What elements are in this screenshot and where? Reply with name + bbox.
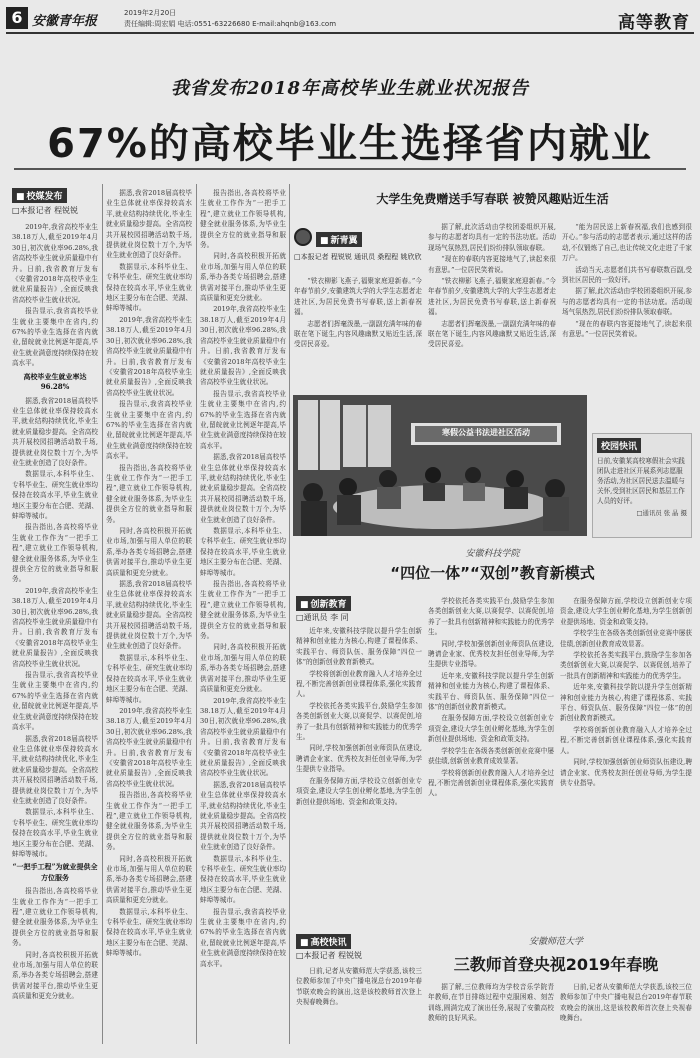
paragraph: 学校学生在各级各类创新创业竞赛中屡获佳绩,创新创业教育成效显著。 xyxy=(560,629,692,648)
paragraph: 数据显示,本科毕业生、专科毕业生、研究生就业率均保持在较高水平,毕业生就业地区主要分布在合肥、芜湖、蚌埠等城市。 xyxy=(200,527,286,577)
event-photo xyxy=(293,395,587,536)
paragraph: “能为居民送上新春祝福,我们也感到很开心。”参与活动的志愿者表示,通过这样的活动,不仅锻炼了自己,也让传统文化走进了千家万户。 xyxy=(562,223,692,263)
paragraph: 据悉,我省2018届高校毕业生总体就业率保持较高水平,就业结构持续优化,毕业生就业质量稳步提高。全省高校共开展校园招聘活动数千场,提供就业岗位数十万个,为毕业生就业创造了良好条件。 xyxy=(200,453,286,524)
story2-logo-label: ■ 新青翼 xyxy=(316,232,362,247)
headline-rule xyxy=(14,168,686,170)
paragraph: 报告显示,我省高校毕业生就业主要集中在省内,约67%的毕业生选择在省内就业,留皖就业比例逐年提高,毕业生就业满意度持续保持在较高水平。 xyxy=(12,671,98,732)
paragraph: “现在的春联内容更接地气了,读起来很有意思。”一位居民笑着说。 xyxy=(562,319,692,339)
paragraph: 2019年,我省高校毕业生38.18万人,截至2019年4月30日,初次就业率96.28%,我省高校毕业生就业质量稳中有升。日前,我省教育厅发布《安徽省2018年高校毕业生就业质量报告》,全面反映我省高校毕业生就业状况。 xyxy=(106,315,192,397)
story4-column-3 xyxy=(560,982,692,1046)
paragraph: 近年来,安徽科技学院以提升学生创新精神和创业能力为核心,构建了课程体系、实践平台、师资队伍、服务保障“四位一体”的创新创业教育新模式。 xyxy=(428,671,554,712)
paragraph: 同时,各高校积极开拓就业市场,加强与用人单位的联系,举办各类专场招聘会,搭建供需对接平台,推动毕业生更高质量和更充分就业。 xyxy=(106,527,192,577)
story2-column-1 xyxy=(294,276,422,390)
paragraph: 同时,各高校积极开拓就业市场,加强与用人单位的联系,举办各类专场招聘会,搭建供需对接平台,推动毕业生更高质量和更充分就业。 xyxy=(200,252,286,303)
paragraph: 志愿者们挥毫泼墨,一副副充满年味的春联在笔下诞生,内容风趣幽默又贴近生活,深受居民喜爱。 xyxy=(294,319,422,349)
lead-column-2 xyxy=(106,188,192,1042)
paragraph: “现在的春联内容更接地气了,读起来很有意思。”一位居民笑着说。 xyxy=(428,255,556,274)
paragraph: 学校依托各类实践平台,鼓励学生参加各类创新创业大赛,以赛促学、以赛促创,培养了一批具有创新精神和实践能力的优秀学生。 xyxy=(428,597,554,637)
paragraph: 数据显示,本科毕业生、专科毕业生、研究生就业率均保持在较高水平,毕业生就业地区主要分布在合肥、芜湖、蚌埠等城市。 xyxy=(200,854,286,905)
paragraph: 据了解,此次活动由学校团委组织开展,参与的志愿者均具有一定的书法功底。活动现场气氛热烈,居民们纷纷排队领取春联。 xyxy=(428,223,556,252)
story4-byline: □本报记者 程锐锐 xyxy=(296,951,363,960)
story2-column-3 xyxy=(562,222,692,390)
paragraph: 日前,记者从安徽师范大学获悉,该校三位教师参加了中央广播电视总台2019年春节联欢晚会的演出,这是该校教师首次登上央视春晚舞台。 xyxy=(560,983,692,1023)
paragraph: 据了解,此次活动由学校团委组织开展,参与的志愿者均具有一定的书法功底。活动现场气氛热烈,居民们纷纷排队领取春联。 xyxy=(562,287,692,317)
paragraph: 在服务保障方面,学校设立创新创业专项资金,建设大学生创业孵化基地,为学生创新创业提供场地、资金和政策支持。 xyxy=(560,597,692,626)
paragraph: “铁衣柳影飞燕子,福聚家庭迎新春。”今年春节前夕,安徽建筑大学的大学生志愿者走进社区,为居民免费书写春联,送上新春祝福。 xyxy=(294,277,422,317)
paragraph: 近年来,安徽科技学院以提升学生创新精神和创业能力为核心,构建了课程体系、实践平台、师资队伍、服务保障“四位一体”的创新创业教育新模式。 xyxy=(296,627,422,667)
story3-headline: “四位一体”“双创”教育新模式 xyxy=(390,564,595,582)
paragraph: 学校学生在各级各类创新创业竞赛中屡获佳绩,创新创业教育成效显著。 xyxy=(428,746,554,766)
paragraph: 同时,各高校积极开拓就业市场,加强与用人单位的联系,举办各类专场招聘会,搭建供需对接平台,推动毕业生更高质量和更充分就业。 xyxy=(12,950,98,1001)
date-line: 2019年2月20日 xyxy=(124,9,177,17)
paragraph: 据悉,我省2018届高校毕业生总体就业率保持较高水平,就业结构持续优化,毕业生就业质量稳步提高。全省高校共开展校园招聘活动数千场,提供就业岗位数十万个,为毕业生就业创造了良好条件。 xyxy=(12,396,98,467)
story3-byline: □通讯员 李 同 xyxy=(296,613,349,622)
masthead-meta xyxy=(124,8,336,30)
paragraph: 数据显示,本科毕业生、专科毕业生、研究生就业率均保持在较高水平,毕业生就业地区主要分布在合肥、芜湖、蚌埠等城市。 xyxy=(106,653,192,704)
story2-headline: 大学生免费赠送手写春联 被赞风趣贴近生活 xyxy=(376,192,609,206)
paragraph: 报告指出,各高校将毕业生就业工作作为“一把手工程”,建立就业工作领导机构,健全就业服务体系,为毕业生提供全方位的就业指导和服务。 xyxy=(106,463,192,524)
paragraph: 2019年,我省高校毕业生38.18万人,截至2019年4月30日,初次就业率96.28%,我省高校毕业生就业质量稳中有升。日前,我省教育厅发布《安徽省2018年高校毕业生就业质量报告》,全面反映我省高校毕业生就业状况。 xyxy=(106,706,192,788)
paragraph: 报告显示,我省高校毕业生就业主要集中在省内,约67%的毕业生选择在省内就业,留皖就业比例逐年提高,毕业生就业满意度持续保持在较高水平。 xyxy=(12,307,98,368)
story4-label: ■ 高校快讯 xyxy=(296,934,351,949)
paragraph: 报告指出,各高校将毕业生就业工作作为“一把手工程”,建立就业工作领导机构,健全就业服务体系,为毕业生提供全方位的就业指导和服务。 xyxy=(200,189,286,250)
editor-line: 责任编辑:周宏娟 电话:0551-63226680 E-mail:ahqnb@163.com xyxy=(124,20,337,28)
column-divider xyxy=(102,184,103,1044)
paragraph: “铁衣柳影飞燕子,福聚家庭迎新春。”今年春节前夕,安徽建筑大学的大学生志愿者走进社区,为居民免费书写春联,送上新春祝福。 xyxy=(428,277,556,317)
paragraph: 2019年,我省高校毕业生38.18万人,截至2019年4月30日,初次就业率96.28%,我省高校毕业生就业质量稳中有升。日前,我省教育厅发布《安徽省2018年高校毕业生就业质量报告》,全面反映我省高校毕业生就业状况。 xyxy=(12,223,98,304)
story4-headline: 三教师首登央视2019年春晚 xyxy=(453,955,659,974)
paragraph: 数据显示,本科毕业生、专科毕业生、研究生就业率均保持在较高水平,毕业生就业地区主要分布在合肥、芜湖、蚌埠等城市。 xyxy=(12,808,98,858)
paragraph: 报告指出,各高校将毕业生就业工作作为“一把手工程”,建立就业工作领导机构,健全就业服务体系,为毕业生提供全方位的就业指导和服务。 xyxy=(106,791,192,852)
column-divider xyxy=(196,184,197,1044)
paragraph: 2019年,我省高校毕业生38.18万人,截至2019年4月30日,初次就业率96.28%,我省高校毕业生就业质量稳中有升。日前,我省教育厅发布《安徽省2018年高校毕业生就业质量报告》,全面反映我省高校毕业生就业状况。 xyxy=(200,305,286,387)
paragraph: 在服务保障方面,学校设立创新创业专项资金,建设大学生创业孵化基地,为学生创新创业提供场地、资金和政策支持。 xyxy=(428,714,554,744)
paragraph: 同时,学校加强创新创业师资队伍建设,聘请企业家、优秀校友担任创业导师,为学生提供专业指导。 xyxy=(428,639,554,669)
column-divider xyxy=(289,184,290,1044)
lead-byline: □本报记者 程锐锐 xyxy=(12,206,79,215)
story4-column-2 xyxy=(428,982,554,1046)
paragraph: 据了解,三位教师均为学校音乐学院青年教师,在节目排练过程中克服困难、刻苦训练,圆满完成了演出任务,展现了安徽高校教师的良好风采。 xyxy=(428,983,554,1023)
section-title: 高等教育 xyxy=(618,13,690,33)
paragraph: 学校将创新创业教育融入人才培养全过程,不断完善创新创业课程体系,强化实践育人。 xyxy=(296,669,422,699)
paragraph: 据悉,我省2018届高校毕业生总体就业率保持较高水平,就业结构持续优化,毕业生就业质量稳步提高。全省高校共开展校园招聘活动数千场,提供就业岗位数十万个,为毕业生就业创造了良好条件。 xyxy=(106,580,192,651)
lead-headline: 67%的高校毕业生选择省内就业 xyxy=(47,121,653,167)
paragraph: 2019年,我省高校毕业生38.18万人,截至2019年4月30日,初次就业率96.28%,我省高校毕业生就业质量稳中有升。日前,我省教育厅发布《安徽省2018年高校毕业生就业质量报告》,全面反映我省高校毕业生就业状况。 xyxy=(12,586,98,668)
paragraph: 同时,学校加强创新创业师资队伍建设,聘请企业家、优秀校友担任创业导师,为学生提供专业指导。 xyxy=(296,744,422,774)
story3-column-2 xyxy=(428,596,554,922)
campus-news-tag: 校园快讯 xyxy=(597,438,641,453)
paragraph: 数据显示,本科毕业生、专科毕业生、研究生就业率均保持在较高水平,毕业生就业地区主要分布在合肥、芜湖、蚌埠等城市。 xyxy=(12,470,98,520)
paragraph: 同时,各高校积极开拓就业市场,加强与用人单位的联系,举办各类专场招聘会,搭建供需对接平台,推动毕业生更高质量和更充分就业。 xyxy=(200,643,286,694)
photo-banner-text: 寒假公益书法进社区活动 xyxy=(442,428,530,437)
paragraph: 学校依托各类实践平台,鼓励学生参加各类创新创业大赛,以赛促学、以赛促创,培养了一批具有创新精神和实践能力的优秀学生。 xyxy=(296,701,422,742)
campus-news-box xyxy=(592,433,692,538)
lead-subhead: “一把手工程”为就业提供全方位服务 xyxy=(12,862,98,882)
paragraph: 活动当天,志愿者们共书写春联数百副,受到社区居民的一致好评。 xyxy=(562,265,692,285)
paragraph: 学校将创新创业教育融入人才培养全过程,不断完善创新创业课程体系,强化实践育人。 xyxy=(560,725,692,755)
paragraph: 同时,各高校积极开拓就业市场,加强与用人单位的联系,举办各类专场招聘会,搭建供需对接平台,推动毕业生更高质量和更充分就业。 xyxy=(106,854,192,905)
lead-column-1 xyxy=(12,222,98,1042)
photo-credit: □通讯员 张 晶 摄 xyxy=(636,509,687,517)
paragraph: 报告显示,我省高校毕业生就业主要集中在省内,约67%的毕业生选择在省内就业,留皖就业比例逐年提高,毕业生就业满意度持续保持在较高水平。 xyxy=(200,907,286,968)
story4-kicker: 安徽师范大学 xyxy=(528,937,583,947)
story3-column-1 xyxy=(296,626,422,922)
paragraph: 志愿者们挥毫泼墨,一副副充满年味的春联在笔下诞生,内容风趣幽默又贴近生活,深受居民喜爱。 xyxy=(428,319,556,349)
paragraph: 数据显示,本科毕业生、专科毕业生、研究生就业率均保持在较高水平,毕业生就业地区主要分布在合肥、芜湖、蚌埠等城市。 xyxy=(106,907,192,958)
story3-kicker: 安徽科技学院 xyxy=(465,549,520,559)
lead-column-3 xyxy=(200,188,286,1042)
story4-column-1 xyxy=(296,966,422,1046)
paper-logo-icon xyxy=(294,228,312,246)
paragraph: 据悉,我省2018届高校毕业生总体就业率保持较高水平,就业结构持续优化,毕业生就业质量稳步提高。全省高校共开展校园招聘活动数千场,提供就业岗位数十万个,为毕业生就业创造了良好条件。 xyxy=(200,780,286,852)
masthead xyxy=(6,4,694,34)
paragraph: 近年来,安徽科技学院以提升学生创新精神和创业能力为核心,构建了课程体系、实践平台、师资队伍、服务保障“四位一体”的创新创业教育新模式。 xyxy=(560,683,692,723)
lead-subhead: 高校毕业生就业率达96.28% xyxy=(23,371,87,392)
lead-label: ■ 校媒发布 xyxy=(12,188,67,203)
story3-label: ■ 创新教育 xyxy=(296,596,351,611)
story3-column-3 xyxy=(560,596,692,922)
paragraph: 报告显示,我省高校毕业生就业主要集中在省内,约67%的毕业生选择在省内就业,留皖就业比例逐年提高,毕业生就业满意度持续保持在较高水平。 xyxy=(200,389,286,450)
paragraph: 同时,学校加强创新创业师资队伍建设,聘请企业家、优秀校友担任创业导师,为学生提供专业指导。 xyxy=(560,758,692,787)
paragraph: 据悉,我省2018届高校毕业生总体就业率保持较高水平,就业结构持续优化,毕业生就业质量稳步提高。全省高校共开展校园招聘活动数千场,提供就业岗位数十万个,为毕业生就业创造了良好条件。 xyxy=(106,189,192,260)
paragraph: 数据显示,本科毕业生、专科毕业生、研究生就业率均保持在较高水平,毕业生就业地区主要分布在合肥、芜湖、蚌埠等城市。 xyxy=(106,262,192,313)
paragraph: 报告显示,我省高校毕业生就业主要集中在省内,约67%的毕业生选择在省内就业,留皖就业比例逐年提高,毕业生就业满意度持续保持在较高水平。 xyxy=(106,400,192,461)
paragraph: 日前,记者从安徽师范大学获悉,该校三位教师参加了中央广播电视总台2019年春节联欢晚会的演出,这是该校教师首次登上央视春晚舞台。 xyxy=(296,967,422,1007)
story2-byline: □本报记者 程锐锐 通讯员 桑程程 姚欣欣 xyxy=(294,253,422,261)
lead-kicker: 我省发布2018年高校毕业生就业状况报告 xyxy=(170,78,530,99)
paragraph: 学校依托各类实践平台,鼓励学生参加各类创新创业大赛,以赛促学、以赛促创,培养了一批具有创新精神和实践能力的优秀学生。 xyxy=(560,651,692,680)
campus-news-text: 日前,安徽某高校寒假社会实践团队走进社区开展系列志愿服务活动,为社区居民送去温暖与关怀,受到社区居民和基层工作人员的好评。 xyxy=(597,457,685,505)
paragraph: 2019年,我省高校毕业生38.18万人,截至2019年4月30日,初次就业率96.28%,我省高校毕业生就业质量稳中有升。日前,我省教育厅发布《安徽省2018年高校毕业生就业质量报告》,全面反映我省高校毕业生就业状况。 xyxy=(200,696,286,778)
paragraph: 在服务保障方面,学校设立创新创业专项资金,建设大学生创业孵化基地,为学生创新创业提供场地、资金和政策支持。 xyxy=(296,776,422,806)
paragraph: 据悉,我省2018届高校毕业生总体就业率保持较高水平,就业结构持续优化,毕业生就业质量稳步提高。全省高校共开展校园招聘活动数千场,提供就业岗位数十万个,为毕业生就业创造了良好条件。 xyxy=(12,734,98,805)
paragraph: 报告指出,各高校将毕业生就业工作作为“一把手工程”,建立就业工作领导机构,健全就业服务体系,为毕业生提供全方位的就业指导和服务。 xyxy=(12,523,98,584)
story2-column-2 xyxy=(428,222,556,390)
event-photo-image xyxy=(293,395,587,536)
page-number: 6 xyxy=(6,7,28,29)
paragraph: 报告指出,各高校将毕业生就业工作作为“一把手工程”,建立就业工作领导机构,健全就业服务体系,为毕业生提供全方位的就业指导和服务。 xyxy=(200,580,286,641)
paragraph: 报告指出,各高校将毕业生就业工作作为“一把手工程”,建立就业工作领导机构,健全就业服务体系,为毕业生提供全方位的就业指导和服务。 xyxy=(12,887,98,948)
paper-name: 安徽青年报 xyxy=(32,14,98,29)
paragraph: 学校将创新创业教育融入人才培养全过程,不断完善创新创业课程体系,强化实践育人。 xyxy=(428,768,554,798)
